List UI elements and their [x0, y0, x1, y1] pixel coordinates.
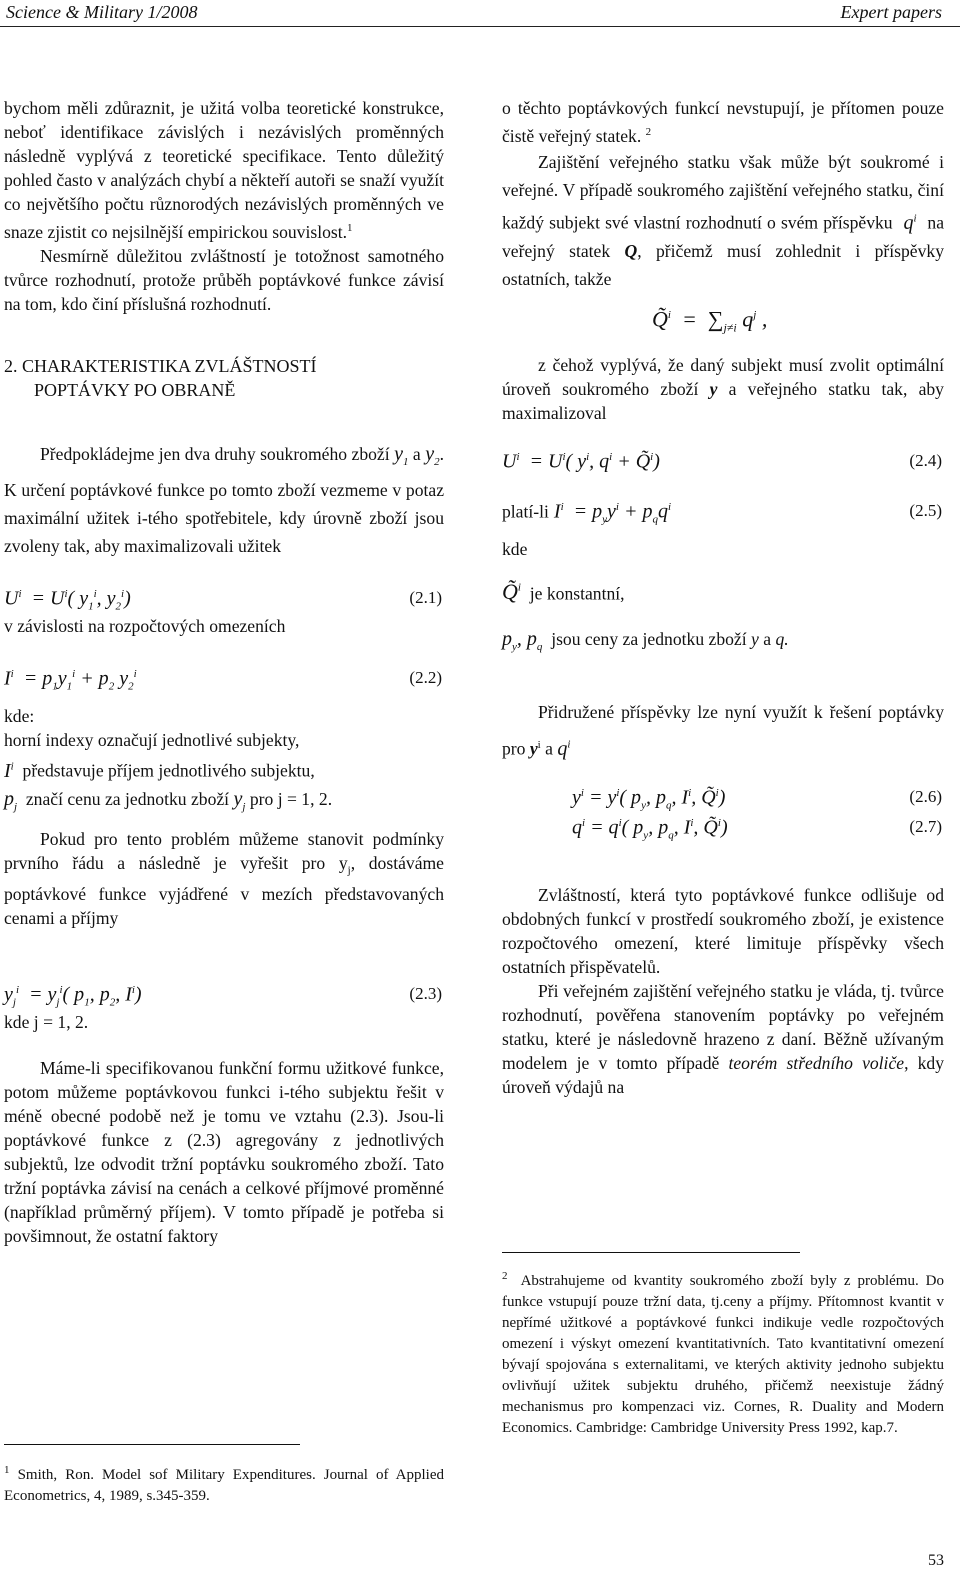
- paragraph: kde j = 1, 2.: [4, 1012, 89, 1033]
- paragraph: Při veřejném zajištění veřejného statku je vláda, tj. tvůrce rozhodnutí, pověřena stanovením poptávky po veřejném statku, které je následovně hrazeno z daní. Běžně užívaným modelem je v tomto případě teorém středního voliče, kdy úroveň výdajů na: [502, 980, 945, 1097]
- equation-2-2: $I^i = p_1y_1^i + p_2$ $y_2^i$ (2.2): [4, 667, 442, 693]
- paragraph: horní indexy označují jednotlivé subjekty,: [4, 729, 300, 750]
- paragraph: Máme-li specifikovanou funkční formu užitkové funkce, potom můžeme poptávkovou funkci i-tého subjektu řešit v méně obecné podobě než je tomu ve vztahu (2.3). Jsou-li poptávkové funkce z (2.3) agregovány z jednotlivých subjektů, lze odvodit tržní poptávku soukromého zboží. Tato tržní poptávka závisí na cenách a celkové příjmové proměnné (například průměrný příjem). V tomto případě je potřeba si povšimnout, že ostatní faktory: [4, 1058, 444, 1247]
- footnote-ref: 2: [645, 126, 652, 138]
- footnote-rule: [4, 1444, 300, 1445]
- equation-2-1: $U^i = U^i$( $y_1^i$, $y_2^i$) (2.1): [4, 587, 442, 613]
- right-column: [502, 96, 944, 1099]
- equation-2-5: platí-li $I^i = p_yy^i + p_qq^i$ (2.5): [502, 500, 942, 526]
- paragraph: kde: [502, 538, 528, 559]
- section-heading: 2. CHARAKTERISTIKA ZVLÁŠTNOSTÍ POPTÁVKY PO OBRANĚ: [4, 355, 317, 400]
- section-title: Expert papers: [840, 2, 942, 22]
- paragraph: Přidružené příspěvky lze nyní využít k řešení poptávky pro $y^i$ a $q^i$: [502, 701, 944, 760]
- equation-q-tilde: Q̃$^i$ = $\sum_{j\ne i}$ $q^j$ ,: [652, 305, 768, 335]
- footnote-rule: [502, 1252, 800, 1253]
- paragraph: $p_j$ značí cenu za jednotku zboží $y_j$ pro j = 1, 2.: [4, 787, 333, 813]
- equation-2-7: $q^i = q^i$( $p_y$, $p_q$, $I^i$, Q̃$^i$) (2.7): [572, 816, 942, 842]
- paragraph: Pokud pro tento problém můžeme stanovit podmínky prvního řádu a následně je vyřešit pro $y_j$, dostáváme poptávkové funkce vyjádřené v mezích představovaných cenami a příjmy: [4, 828, 444, 929]
- paragraph: Q̃$^i$ je konstantní,: [502, 578, 625, 604]
- paragraph: $I^i$ představuje příjem jednotlivého subjektu,: [4, 759, 315, 782]
- paragraph: o těchto poptávkových funkcí nevstupují, je přítomen pouze čistě veřejný statek. $^2$: [502, 98, 944, 146]
- equation-2-6: $y^i = y^i$( $p_y$, $p_q$, $I^i$, Q̃$^i$) (2.6): [572, 786, 942, 812]
- paragraph: z čehož vyplývá, že daný subjekt musí zvolit optimální úroveň soukromého zboží y a veřejného statku tak, aby maximalizoval: [502, 354, 944, 423]
- paragraph: Zvláštností, která tyto poptávkové funkce odlišuje od obdobných funkcí v prostředí soukromého zboží, je existence rozpočtového omezení, které limituje příspěvky všech ostatních přispěvatelů.: [502, 884, 944, 977]
- paragraph: Zajištění veřejného statku však může být soukromé i veřejné. V případě soukromého zajištění veřejného statku, činí každý subjekt své vlastní rozhodnutí o svém příspěvku $q^i$ na veřejný statek Q, přičemž musí zohlednit i příspěvky ostatních, takže: [502, 151, 944, 289]
- left-column: [4, 96, 444, 1248]
- paragraph: v závislosti na rozpočtových omezeních: [4, 615, 286, 636]
- equation-2-4: $U^i = U^i$( $y^i$, $q^i$ + Q̃$^i$) (2.4): [502, 450, 942, 473]
- footnote-1: $^1$ Smith, Ron. Model sof Military Expenditures. Journal of Applied Econometrics, 4, 1989, s.345-359.: [4, 1464, 445, 1504]
- journal-title: Science & Military 1/2008: [6, 2, 198, 22]
- paragraph: Předpokládejme jen dva druhy soukromého zboží $y_1$ a $y_2$. K určení poptávkové funkce po tomto zboží vezmeme v potaz maximální užitek i-tého spotřebitele, kdy úrovně zboží jsou zvoleny tak, aby maximalizovali užitek: [4, 442, 444, 556]
- equation-2-3: $y_j^i = y_j^i$( $p_1$, $p_2$, $I^i$) (2.3): [4, 983, 442, 1009]
- header-rule: [0, 26, 960, 27]
- paragraph: kde:: [4, 705, 35, 726]
- footnote-2: $^2$ Abstrahujeme od kvantity soukromého zboží byly z problému. Do funkce vstupují pouze tržní data, tj.ceny a příjmy. Přítomnost kvantit v nepřímé užitkové a poptávkové funkci indikuje vedle rozpočtových omezení i výskyt omezení kvantitativních. Tato kvantitativní omezení bývají spojována s externalitami, ve kterých aktivity jednoho subjektu ovlivňují užitek subjektu druhého, přičemž neexistuje žádný mechanismus pro kompenzaci viz. Cornes, R. Duality and Modern Economics. Cambridge: Cambridge University Press 1992, kap.7.: [502, 1270, 944, 1436]
- paragraph: $p_y$, $p_q$ jsou ceny za jednotku zboží y a q.: [502, 627, 789, 653]
- paragraph: Nesmírně důležitou zvláštností je totožnost samotného tvůrce rozhodnutí, protože průběh poptávkové funkce závisí na tom, kdo činí příslušná rozhodnutí.: [4, 245, 444, 314]
- page-header: [0, 0, 960, 26]
- footnote-ref: 1: [347, 222, 353, 234]
- page-number: 53: [928, 1552, 944, 1569]
- paragraph: bychom měli zdůraznit, je užitá volba teoretické konstrukce, neboť identifikace závislých i nezávislých proměnných následně vyplývá z teoretické specifikace. Tento důležitý pohled často v analýzách chybí a někteří autoři se snaží využít co největšího počtu různorodých nezávislých proměnných ve snaze zjistit co nejsilnější empirickou souvislost.$^1$: [4, 98, 444, 242]
